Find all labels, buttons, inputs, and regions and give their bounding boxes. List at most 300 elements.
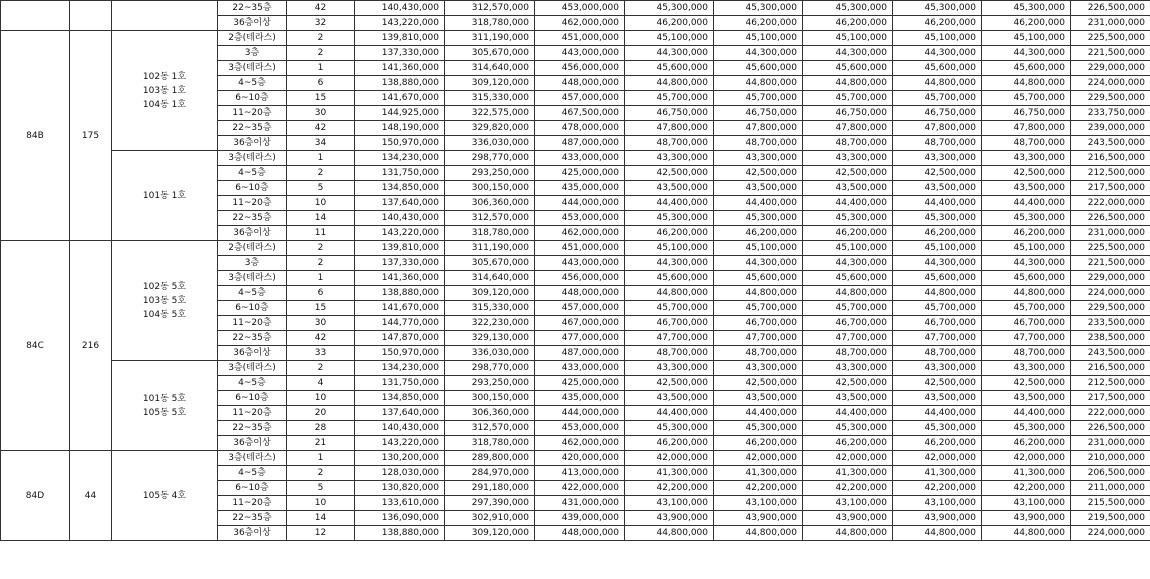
land-price-cell: 139,810,000 [355, 31, 445, 46]
total-price-cell: 478,000,000 [535, 121, 625, 136]
payment-5-cell: 46,200,000 [982, 436, 1071, 451]
household-count-cell: 30 [287, 316, 355, 331]
land-price-cell: 134,230,000 [355, 151, 445, 166]
balance-cell: 216,500,000 [1071, 151, 1150, 166]
payment-5-cell: 43,900,000 [982, 511, 1071, 526]
building-price-cell: 336,030,000 [445, 346, 535, 361]
balance-cell: 211,000,000 [1071, 481, 1150, 496]
building-price-cell: 306,360,000 [445, 406, 535, 421]
balance-cell: 216,500,000 [1071, 361, 1150, 376]
payment-3-cell: 44,400,000 [803, 406, 893, 421]
building-label: 105동 4호 [142, 490, 187, 501]
floor-range-cell: 22~35층 [218, 1, 287, 16]
payment-2-cell: 43,300,000 [714, 151, 803, 166]
land-price-cell: 140,430,000 [355, 421, 445, 436]
household-count-cell: 2 [287, 166, 355, 181]
land-price-cell: 144,925,000 [355, 106, 445, 121]
payment-3-cell: 44,300,000 [803, 46, 893, 61]
building-group-cell [112, 361, 218, 451]
payment-5-cell: 43,300,000 [982, 361, 1071, 376]
total-price-cell: 457,000,000 [535, 91, 625, 106]
payment-2-cell: 44,400,000 [714, 406, 803, 421]
payment-2-cell: 43,100,000 [714, 496, 803, 511]
building-label: 101동 1호 [142, 190, 187, 201]
payment-3-cell: 48,700,000 [803, 346, 893, 361]
payment-1-cell: 45,700,000 [625, 301, 714, 316]
payment-4-cell: 41,300,000 [893, 466, 982, 481]
payment-2-cell: 45,700,000 [714, 301, 803, 316]
household-count-cell: 33 [287, 346, 355, 361]
building-price-cell: 318,780,000 [445, 436, 535, 451]
payment-4-cell: 43,100,000 [893, 496, 982, 511]
payment-1-cell: 42,500,000 [625, 166, 714, 181]
payment-2-cell: 43,300,000 [714, 361, 803, 376]
payment-2-cell: 41,300,000 [714, 466, 803, 481]
household-count-cell: 1 [287, 271, 355, 286]
balance-cell: 231,000,000 [1071, 226, 1150, 241]
payment-3-cell: 45,600,000 [803, 61, 893, 76]
payment-1-cell: 43,100,000 [625, 496, 714, 511]
building-price-cell: 312,570,000 [445, 1, 535, 16]
land-price-cell: 138,880,000 [355, 286, 445, 301]
total-price-cell: 448,000,000 [535, 76, 625, 91]
payment-3-cell: 46,200,000 [803, 436, 893, 451]
payment-1-cell: 43,900,000 [625, 511, 714, 526]
payment-4-cell: 45,300,000 [893, 421, 982, 436]
total-price-cell: 422,000,000 [535, 481, 625, 496]
balance-cell: 215,500,000 [1071, 496, 1150, 511]
land-price-cell: 136,090,000 [355, 511, 445, 526]
household-count-cell: 21 [287, 436, 355, 451]
payment-3-cell: 42,500,000 [803, 166, 893, 181]
land-price-cell: 143,220,000 [355, 226, 445, 241]
payment-4-cell: 44,300,000 [893, 46, 982, 61]
land-price-cell: 128,030,000 [355, 466, 445, 481]
land-price-cell: 140,430,000 [355, 1, 445, 16]
land-price-cell: 140,430,000 [355, 211, 445, 226]
floor-range-cell: 4~5층 [218, 376, 287, 391]
payment-1-cell: 42,200,000 [625, 481, 714, 496]
balance-cell: 229,500,000 [1071, 91, 1150, 106]
payment-1-cell: 47,700,000 [625, 331, 714, 346]
household-count-cell: 30 [287, 106, 355, 121]
floor-range-cell: 4~5층 [218, 286, 287, 301]
payment-4-cell: 45,300,000 [893, 211, 982, 226]
payment-3-cell: 42,000,000 [803, 451, 893, 466]
total-price-cell: 443,000,000 [535, 256, 625, 271]
payment-5-cell: 44,800,000 [982, 286, 1071, 301]
payment-4-cell: 44,400,000 [893, 196, 982, 211]
payment-3-cell: 42,500,000 [803, 376, 893, 391]
floor-range-cell: 3층(테라스) [218, 361, 287, 376]
land-price-cell: 130,820,000 [355, 481, 445, 496]
payment-3-cell: 45,700,000 [803, 91, 893, 106]
payment-1-cell: 46,700,000 [625, 316, 714, 331]
total-price-cell: 457,000,000 [535, 301, 625, 316]
balance-cell: 210,000,000 [1071, 451, 1150, 466]
balance-cell: 229,500,000 [1071, 301, 1150, 316]
payment-3-cell: 41,300,000 [803, 466, 893, 481]
payment-2-cell: 48,700,000 [714, 136, 803, 151]
payment-1-cell: 45,600,000 [625, 61, 714, 76]
payment-5-cell: 43,500,000 [982, 391, 1071, 406]
payment-2-cell: 47,800,000 [714, 121, 803, 136]
total-price-cell: 431,000,000 [535, 496, 625, 511]
floor-range-cell: 11~20층 [218, 496, 287, 511]
payment-1-cell: 42,500,000 [625, 376, 714, 391]
payment-4-cell: 44,400,000 [893, 406, 982, 421]
payment-2-cell: 46,200,000 [714, 16, 803, 31]
payment-2-cell: 47,700,000 [714, 331, 803, 346]
payment-3-cell: 45,700,000 [803, 301, 893, 316]
household-count-cell: 10 [287, 196, 355, 211]
building-group-cell [112, 241, 218, 361]
payment-2-cell: 48,700,000 [714, 346, 803, 361]
unit-type-cell: 84C [1, 241, 70, 451]
payment-1-cell: 42,000,000 [625, 451, 714, 466]
balance-cell: 229,000,000 [1071, 271, 1150, 286]
floor-range-cell: 6~10층 [218, 391, 287, 406]
balance-cell: 226,500,000 [1071, 211, 1150, 226]
building-price-cell: 293,250,000 [445, 376, 535, 391]
building-price-cell: 289,800,000 [445, 451, 535, 466]
unit-type-cell: 84D [1, 451, 70, 541]
payment-3-cell: 45,600,000 [803, 271, 893, 286]
household-count-cell: 12 [287, 526, 355, 541]
floor-range-cell: 4~5층 [218, 466, 287, 481]
land-price-cell: 137,640,000 [355, 406, 445, 421]
payment-5-cell: 44,300,000 [982, 46, 1071, 61]
payment-3-cell: 46,200,000 [803, 16, 893, 31]
payment-3-cell: 44,400,000 [803, 196, 893, 211]
payment-4-cell: 46,700,000 [893, 316, 982, 331]
table-row [1, 1, 1150, 16]
total-price-cell: 413,000,000 [535, 466, 625, 481]
land-price-cell: 141,360,000 [355, 61, 445, 76]
payment-1-cell: 46,750,000 [625, 106, 714, 121]
floor-range-cell: 6~10층 [218, 481, 287, 496]
payment-4-cell: 44,800,000 [893, 76, 982, 91]
household-count-cell: 5 [287, 481, 355, 496]
building-price-cell: 312,570,000 [445, 421, 535, 436]
payment-1-cell: 45,300,000 [625, 1, 714, 16]
payment-1-cell: 44,800,000 [625, 286, 714, 301]
land-price-cell: 139,810,000 [355, 241, 445, 256]
payment-5-cell: 45,100,000 [982, 241, 1071, 256]
payment-5-cell: 46,700,000 [982, 316, 1071, 331]
land-price-cell: 137,640,000 [355, 196, 445, 211]
payment-1-cell: 44,800,000 [625, 76, 714, 91]
building-price-cell: 284,970,000 [445, 466, 535, 481]
payment-5-cell: 48,700,000 [982, 346, 1071, 361]
total-price-cell: 448,000,000 [535, 526, 625, 541]
floor-range-cell: 11~20층 [218, 106, 287, 121]
land-price-cell: 148,190,000 [355, 121, 445, 136]
floor-range-cell: 3층 [218, 46, 287, 61]
payment-5-cell: 44,400,000 [982, 196, 1071, 211]
total-price-cell: 451,000,000 [535, 31, 625, 46]
unit-count-cell: 175 [70, 31, 112, 241]
land-price-cell: 138,880,000 [355, 76, 445, 91]
total-price-cell: 420,000,000 [535, 451, 625, 466]
payment-4-cell: 46,200,000 [893, 16, 982, 31]
household-count-cell: 5 [287, 181, 355, 196]
building-price-cell: 311,190,000 [445, 31, 535, 46]
total-price-cell: 439,000,000 [535, 511, 625, 526]
table-row [1, 151, 1150, 166]
floor-range-cell: 36층이상 [218, 346, 287, 361]
balance-cell: 221,500,000 [1071, 256, 1150, 271]
total-price-cell: 453,000,000 [535, 421, 625, 436]
payment-1-cell: 45,300,000 [625, 211, 714, 226]
floor-range-cell: 22~35층 [218, 511, 287, 526]
floor-range-cell: 6~10층 [218, 91, 287, 106]
payment-5-cell: 43,300,000 [982, 151, 1071, 166]
payment-1-cell: 46,200,000 [625, 226, 714, 241]
payment-3-cell: 43,300,000 [803, 361, 893, 376]
payment-2-cell: 45,700,000 [714, 91, 803, 106]
household-count-cell: 42 [287, 1, 355, 16]
payment-3-cell: 47,700,000 [803, 331, 893, 346]
payment-5-cell: 48,700,000 [982, 136, 1071, 151]
payment-3-cell: 45,300,000 [803, 1, 893, 16]
household-count-cell: 34 [287, 136, 355, 151]
household-count-cell: 1 [287, 151, 355, 166]
total-price-cell: 477,000,000 [535, 331, 625, 346]
payment-5-cell: 45,600,000 [982, 271, 1071, 286]
land-price-cell: 138,880,000 [355, 526, 445, 541]
payment-5-cell: 41,300,000 [982, 466, 1071, 481]
building-price-cell: 309,120,000 [445, 526, 535, 541]
total-price-cell: 467,000,000 [535, 316, 625, 331]
balance-cell: 206,500,000 [1071, 466, 1150, 481]
payment-3-cell: 48,700,000 [803, 136, 893, 151]
floor-range-cell: 22~35층 [218, 331, 287, 346]
total-price-cell: 451,000,000 [535, 241, 625, 256]
floor-range-cell: 11~20층 [218, 316, 287, 331]
payment-3-cell: 44,300,000 [803, 256, 893, 271]
balance-cell: 226,500,000 [1071, 421, 1150, 436]
total-price-cell: 444,000,000 [535, 406, 625, 421]
total-price-cell: 435,000,000 [535, 391, 625, 406]
household-count-cell: 6 [287, 76, 355, 91]
building-label: 102동 5호 [142, 281, 187, 292]
payment-4-cell: 46,750,000 [893, 106, 982, 121]
total-price-cell: 435,000,000 [535, 181, 625, 196]
land-price-cell: 134,230,000 [355, 361, 445, 376]
payment-4-cell: 43,900,000 [893, 511, 982, 526]
household-count-cell: 2 [287, 361, 355, 376]
total-price-cell: 433,000,000 [535, 151, 625, 166]
payment-4-cell: 43,500,000 [893, 181, 982, 196]
payment-1-cell: 45,300,000 [625, 421, 714, 436]
payment-3-cell: 44,800,000 [803, 76, 893, 91]
balance-cell: 222,000,000 [1071, 196, 1150, 211]
building-label: 105동 5호 [142, 407, 187, 418]
building-price-cell: 329,130,000 [445, 331, 535, 346]
payment-5-cell: 45,100,000 [982, 31, 1071, 46]
payment-3-cell: 43,500,000 [803, 391, 893, 406]
building-price-cell: 322,230,000 [445, 316, 535, 331]
building-price-cell: 302,910,000 [445, 511, 535, 526]
total-price-cell: 453,000,000 [535, 1, 625, 16]
payment-1-cell: 46,200,000 [625, 16, 714, 31]
payment-2-cell: 43,500,000 [714, 181, 803, 196]
total-price-cell: 444,000,000 [535, 196, 625, 211]
payment-3-cell: 46,750,000 [803, 106, 893, 121]
payment-2-cell: 45,600,000 [714, 61, 803, 76]
total-price-cell: 425,000,000 [535, 376, 625, 391]
building-price-cell: 311,190,000 [445, 241, 535, 256]
building-label: 104동 5호 [142, 309, 187, 320]
table-row [1, 451, 1150, 466]
payment-2-cell: 44,400,000 [714, 196, 803, 211]
payment-5-cell: 42,500,000 [982, 376, 1071, 391]
payment-1-cell: 46,200,000 [625, 436, 714, 451]
household-count-cell: 14 [287, 211, 355, 226]
floor-range-cell: 6~10층 [218, 181, 287, 196]
payment-2-cell: 44,300,000 [714, 256, 803, 271]
building-price-cell: 291,180,000 [445, 481, 535, 496]
payment-3-cell: 42,200,000 [803, 481, 893, 496]
land-price-cell: 144,770,000 [355, 316, 445, 331]
total-price-cell: 462,000,000 [535, 16, 625, 31]
household-count-cell: 42 [287, 121, 355, 136]
payment-4-cell: 45,600,000 [893, 61, 982, 76]
payment-4-cell: 46,200,000 [893, 226, 982, 241]
building-group-cell [112, 31, 218, 151]
floor-range-cell: 36층이상 [218, 16, 287, 31]
land-price-cell: 143,220,000 [355, 16, 445, 31]
building-label: 101동 5호 [142, 393, 187, 404]
floor-range-cell: 11~20층 [218, 196, 287, 211]
payment-2-cell: 45,300,000 [714, 211, 803, 226]
floor-range-cell: 2층(테라스) [218, 31, 287, 46]
payment-2-cell: 44,800,000 [714, 76, 803, 91]
payment-4-cell: 45,600,000 [893, 271, 982, 286]
payment-4-cell: 44,300,000 [893, 256, 982, 271]
payment-2-cell: 45,100,000 [714, 241, 803, 256]
payment-4-cell: 42,500,000 [893, 166, 982, 181]
building-price-cell: 298,770,000 [445, 151, 535, 166]
building-label: 104동 1호 [142, 99, 187, 110]
building-price-cell: 297,390,000 [445, 496, 535, 511]
payment-4-cell: 45,700,000 [893, 301, 982, 316]
payment-2-cell: 46,700,000 [714, 316, 803, 331]
table-row [1, 31, 1150, 46]
land-price-cell: 137,330,000 [355, 46, 445, 61]
payment-3-cell: 43,300,000 [803, 151, 893, 166]
payment-3-cell: 47,800,000 [803, 121, 893, 136]
payment-3-cell: 45,300,000 [803, 211, 893, 226]
total-price-cell: 425,000,000 [535, 166, 625, 181]
floor-range-cell: 36층이상 [218, 436, 287, 451]
building-price-cell: 336,030,000 [445, 136, 535, 151]
building-group-cell [112, 151, 218, 241]
land-price-cell: 141,670,000 [355, 301, 445, 316]
payment-1-cell: 45,100,000 [625, 241, 714, 256]
payment-4-cell: 42,000,000 [893, 451, 982, 466]
total-price-cell: 487,000,000 [535, 136, 625, 151]
payment-5-cell: 42,200,000 [982, 481, 1071, 496]
payment-5-cell: 44,300,000 [982, 256, 1071, 271]
payment-1-cell: 44,400,000 [625, 406, 714, 421]
balance-cell: 231,000,000 [1071, 16, 1150, 31]
floor-range-cell: 36층이상 [218, 226, 287, 241]
floor-range-cell: 22~35층 [218, 421, 287, 436]
total-price-cell: 462,000,000 [535, 226, 625, 241]
payment-1-cell: 43,500,000 [625, 181, 714, 196]
payment-2-cell: 46,200,000 [714, 226, 803, 241]
building-price-cell: 322,575,000 [445, 106, 535, 121]
payment-5-cell: 47,800,000 [982, 121, 1071, 136]
total-price-cell: 487,000,000 [535, 346, 625, 361]
payment-4-cell: 42,200,000 [893, 481, 982, 496]
balance-cell: 221,500,000 [1071, 46, 1150, 61]
balance-cell: 219,500,000 [1071, 511, 1150, 526]
building-price-cell: 306,360,000 [445, 196, 535, 211]
payment-2-cell: 44,300,000 [714, 46, 803, 61]
payment-1-cell: 45,600,000 [625, 271, 714, 286]
household-count-cell: 2 [287, 46, 355, 61]
payment-5-cell: 45,600,000 [982, 61, 1071, 76]
household-count-cell: 15 [287, 91, 355, 106]
building-group-cell [112, 1, 218, 31]
building-group-cell [112, 451, 218, 541]
floor-range-cell: 3층(테라스) [218, 61, 287, 76]
payment-5-cell: 42,000,000 [982, 451, 1071, 466]
balance-cell: 217,500,000 [1071, 391, 1150, 406]
payment-2-cell: 42,500,000 [714, 166, 803, 181]
payment-2-cell: 44,800,000 [714, 526, 803, 541]
building-price-cell: 315,330,000 [445, 301, 535, 316]
household-count-cell: 15 [287, 301, 355, 316]
land-price-cell: 131,750,000 [355, 166, 445, 181]
total-price-cell: 456,000,000 [535, 271, 625, 286]
payment-5-cell: 46,750,000 [982, 106, 1071, 121]
payment-2-cell: 46,750,000 [714, 106, 803, 121]
payment-4-cell: 47,700,000 [893, 331, 982, 346]
building-label: 103동 5호 [142, 295, 187, 306]
building-price-cell: 300,150,000 [445, 181, 535, 196]
payment-2-cell: 46,200,000 [714, 436, 803, 451]
payment-5-cell: 45,300,000 [982, 1, 1071, 16]
payment-1-cell: 45,700,000 [625, 91, 714, 106]
payment-5-cell: 43,500,000 [982, 181, 1071, 196]
payment-5-cell: 45,300,000 [982, 421, 1071, 436]
payment-2-cell: 45,100,000 [714, 31, 803, 46]
table-row [1, 361, 1150, 376]
household-count-cell: 28 [287, 421, 355, 436]
balance-cell: 225,500,000 [1071, 31, 1150, 46]
payment-4-cell: 45,300,000 [893, 1, 982, 16]
payment-2-cell: 42,000,000 [714, 451, 803, 466]
floor-range-cell: 22~35층 [218, 121, 287, 136]
land-price-cell: 141,670,000 [355, 91, 445, 106]
payment-4-cell: 48,700,000 [893, 346, 982, 361]
payment-1-cell: 47,800,000 [625, 121, 714, 136]
household-count-cell: 14 [287, 511, 355, 526]
building-price-cell: 298,770,000 [445, 361, 535, 376]
total-price-cell: 433,000,000 [535, 361, 625, 376]
payment-5-cell: 43,100,000 [982, 496, 1071, 511]
building-price-cell: 315,330,000 [445, 91, 535, 106]
payment-3-cell: 43,500,000 [803, 181, 893, 196]
land-price-cell: 130,200,000 [355, 451, 445, 466]
payment-3-cell: 46,700,000 [803, 316, 893, 331]
balance-cell: 212,500,000 [1071, 166, 1150, 181]
balance-cell: 226,500,000 [1071, 1, 1150, 16]
